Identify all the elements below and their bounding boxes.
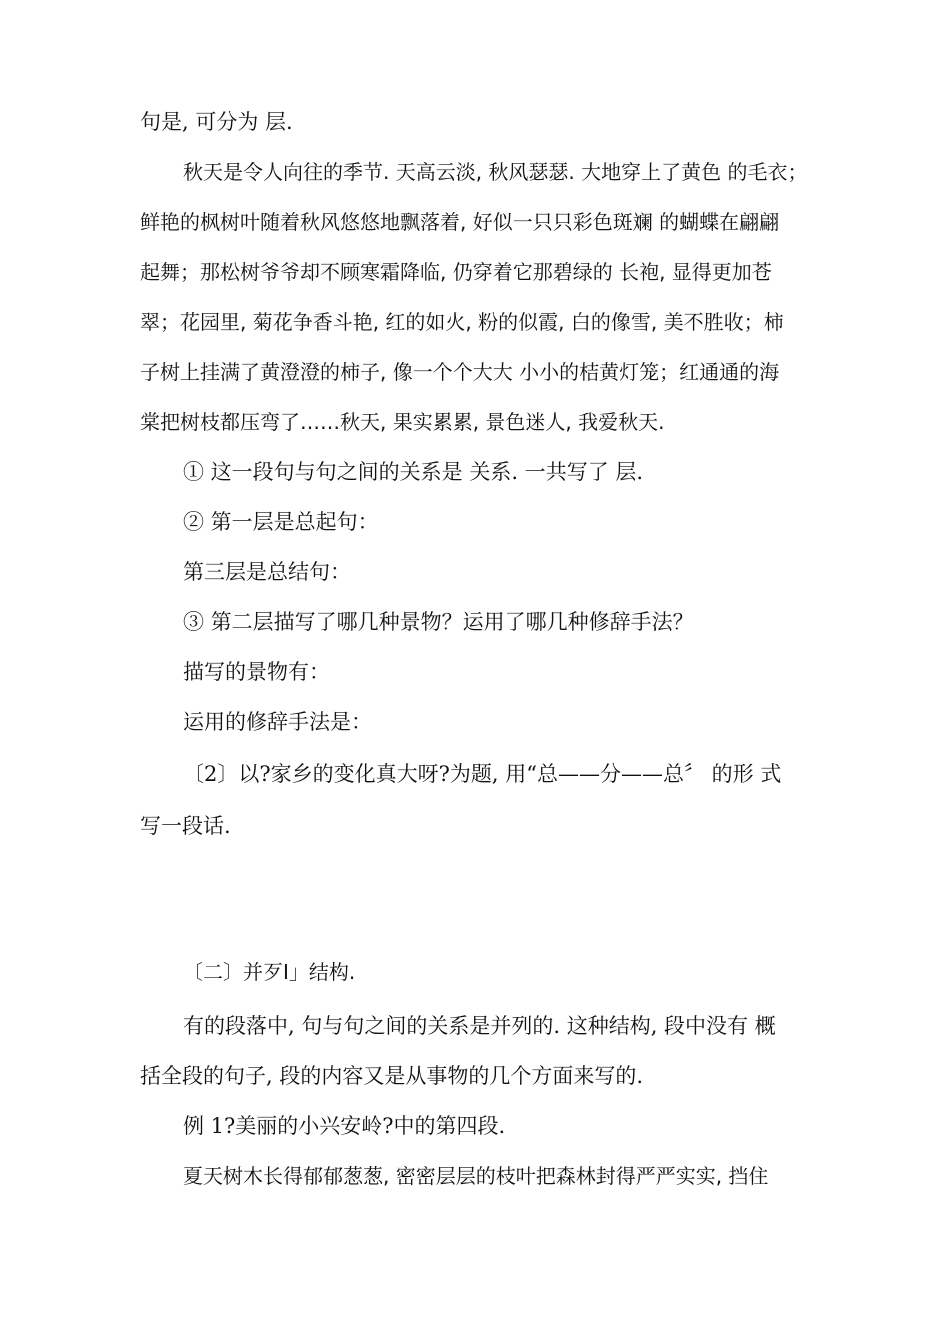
text-line: 翠；花园里, 菊花争香斗艳, 红的如火, 粉的似霞, 白的像雪, 美不胜收；柿 xyxy=(140,310,784,334)
question-item: 运用的修辞手法是： xyxy=(183,710,372,734)
text-line: 子树上挂满了黄澄澄的柿子, 像一个个大大 小小的桔黄灯笼；红通通的海 xyxy=(140,360,780,384)
text-line: 鲜艳的枫树叶随着秋风悠悠地飘落着, 好似一只只彩色斑斓 的蝴蝶在翩翩 xyxy=(140,210,780,234)
text-line: 棠把树枝都压弯了……秋天, 果实累累, 景色迷人, 我爱秋天. xyxy=(140,410,665,434)
question-item: ① 这一段句与句之间的关系是 关系. 一共写了 层. xyxy=(183,460,644,484)
section-heading: 〔二〕并歹I」结构. xyxy=(183,960,356,984)
text-line: 夏天树木长得郁郁葱葱, 密密层层的枝叶把森林封得严严实实, 挡住 xyxy=(183,1164,769,1188)
question-item: 描写的景物有： xyxy=(183,660,330,684)
text-line: 括全段的句子, 段的内容又是从事物的几个方面来写的. xyxy=(140,1064,644,1088)
question-item: ③ 第二层描写了哪几种景物？运用了哪几种修辞手法？ xyxy=(183,610,694,634)
text-line: 起舞；那松树爷爷却不顾寒霜降临, 仍穿着它那碧绿的 长袍, 显得更加苍 xyxy=(140,260,772,284)
text-line: 有的段落中, 句与句之间的关系是并列的. 这种结构, 段中没有 概 xyxy=(183,1014,776,1038)
question-item: ② 第一层是总起句： xyxy=(183,510,379,534)
writing-task: 〔2〕以?家乡的变化真大呀?为题, 用“总——分——总〞 的形 式 xyxy=(183,762,782,786)
example-label: 例 1?美丽的小兴安岭?中的第四段. xyxy=(183,1114,506,1138)
text-line: 秋天是令人向往的季节. 天高云淡, 秋风瑟瑟. 大地穿上了黄色 的毛衣； xyxy=(183,160,808,184)
writing-task: 写一段话. xyxy=(140,814,231,838)
text-line: 句是, 可分为 层. xyxy=(140,110,293,134)
question-item: 第三层是总结句： xyxy=(183,560,351,584)
